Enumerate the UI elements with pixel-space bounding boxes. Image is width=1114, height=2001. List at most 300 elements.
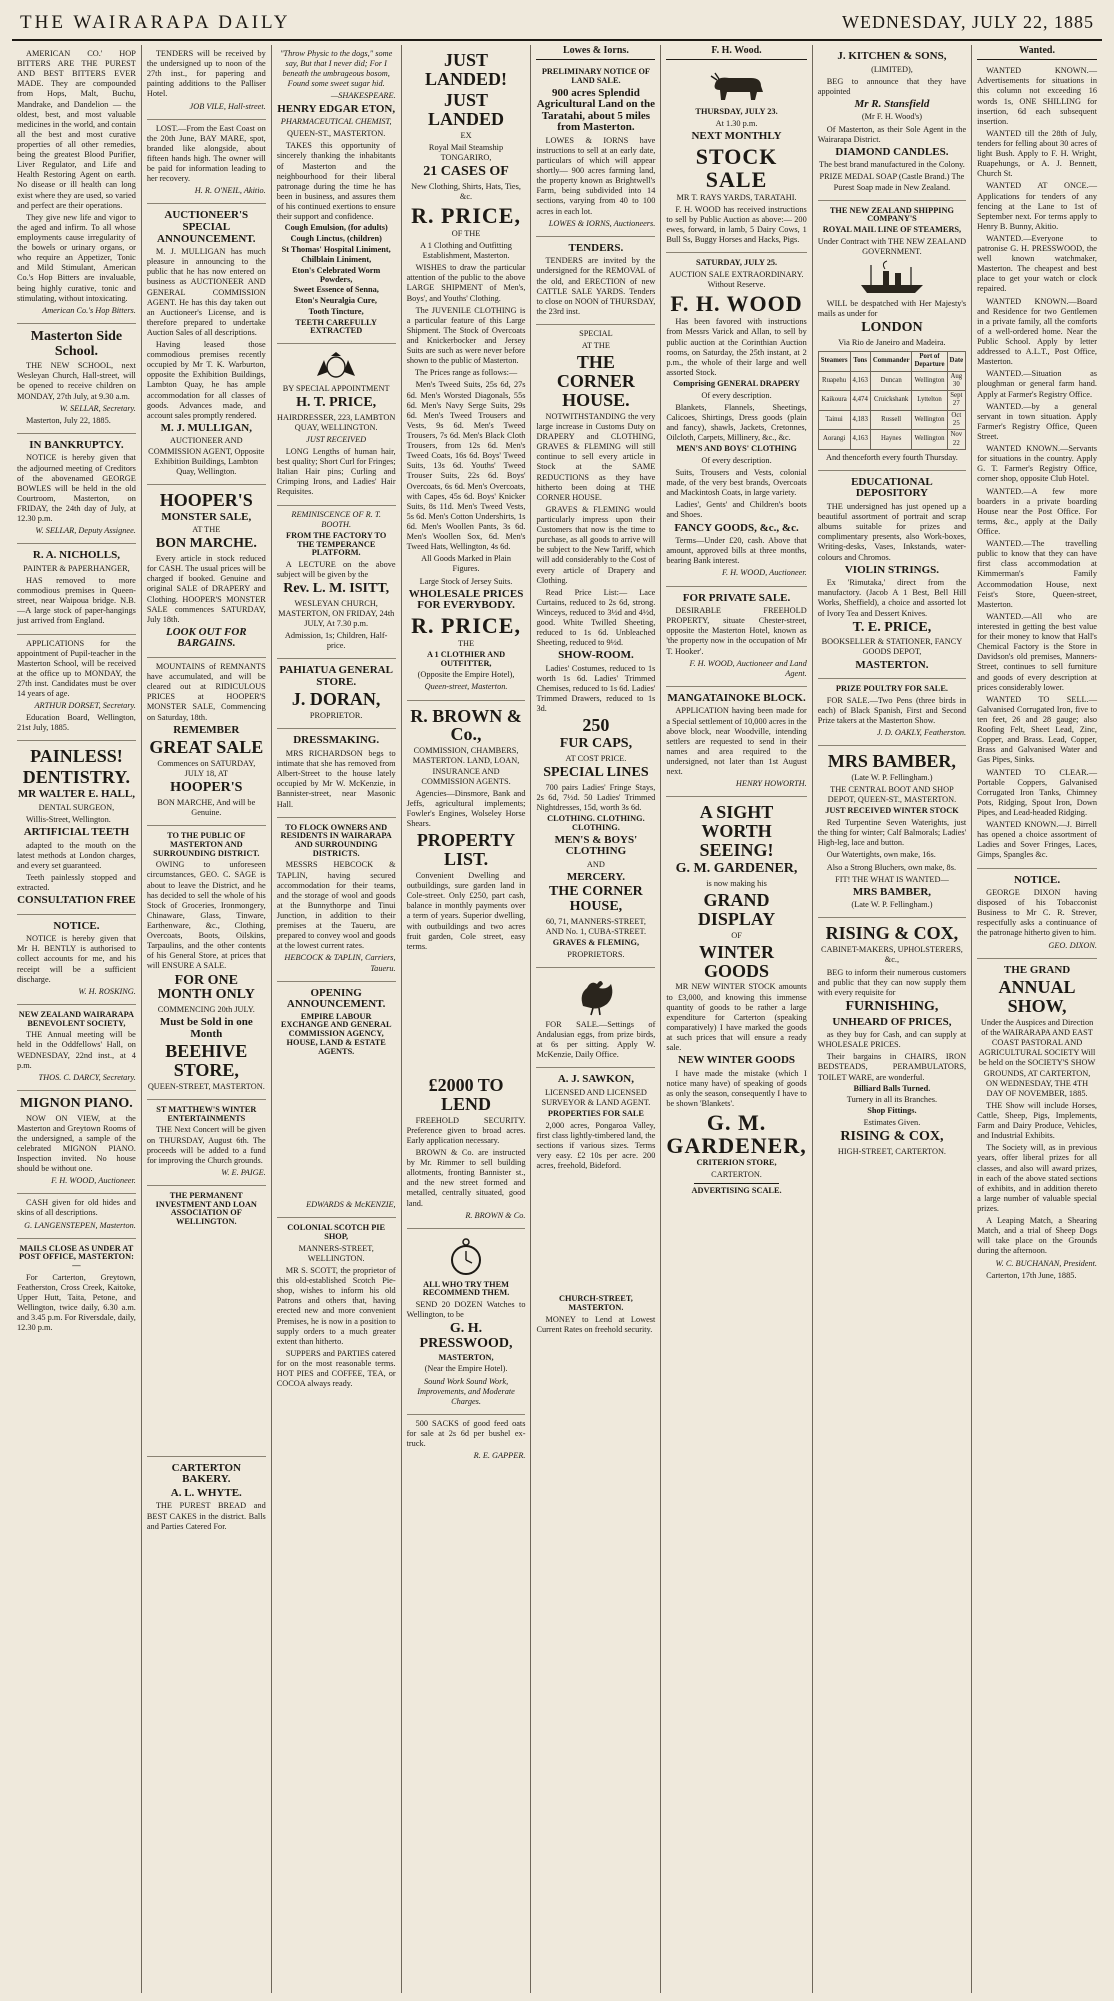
ad-subheading: St Thomas' Hospital Liniment, (281, 244, 391, 254)
ad-mulligan (147, 204, 266, 484)
wanted-item: WANTED KNOWN.—Advertisements for situations in this column not exceeding 16 words 1s, ONE SHILLING for insertion, 6d each subsequent insertion. (977, 66, 1097, 126)
divider (694, 1183, 778, 1184)
ad-subheading: MEN'S AND BOYS' CLOTHING (676, 444, 797, 454)
ad-tenders-palliser (147, 45, 266, 120)
ad-subheading: Must be Sold in one Month (159, 1016, 253, 1040)
ad-text: Ex 'Rimutaka,' direct from the manufactory. (Jacob A 1 Best, Bell Hill Works, Sheffield), a choice and assorted lot of Ivory Tea and Dessert Knives. (817, 578, 967, 618)
ad-subheading: Tooth Tincture, (308, 306, 364, 316)
ad-text: WESLEYAN CHURCH, MASTERTON, ON FRIDAY, 24th JULY, At 7.30 p.m. (278, 598, 395, 629)
ad-heading: THE CORNER HOUSE, (549, 884, 643, 915)
bull-icon (707, 70, 767, 104)
ad-body-filler (536, 1173, 655, 1293)
ad-subheading: JUST RECEIVED (306, 434, 367, 444)
ad-text: Large Stock of Jersey Suits. (419, 576, 513, 586)
ad-hooper-sale (147, 485, 266, 658)
ad-signature: ARTHUR DORSET, Secretary. (34, 701, 136, 711)
wanted-item: WANTED.—A few more boarders in a private boarding House near the Post Office. For terms, &c., apply at the Daily Office. (977, 486, 1097, 536)
ad-signature: F. H. WOOD, Auctioneer. (51, 1176, 136, 1186)
ad-subheading: Billiard Balls Turned. (853, 1083, 931, 1093)
ad-text: (Opposite the Empire Hotel), (417, 670, 515, 680)
wanted-ads (977, 62, 1097, 868)
ad-body-filler (407, 954, 526, 1074)
ad-text: SPECIAL (579, 328, 613, 338)
ad-text: adapted to the mouth on the latest methods at London charges, and every set guaranteed. (17, 840, 136, 870)
ad-heading: F. H. WOOD (670, 291, 803, 317)
ad-subheading: MANNERS-STREET, WELLINGTON. (298, 1243, 374, 1263)
ad-text: PRIZE MEDAL SOAP (Castle Brand.) The Purest Soap made in New Zealand. (819, 172, 965, 192)
ad-text: COMMENCING 20th JULY. (157, 1004, 255, 1014)
ad-signature: —SHAKESPEARE. (330, 91, 396, 101)
ad-subheading: SATURDAY, JULY 25. (695, 258, 778, 268)
ad-text: AUCTION SALE EXTRAORDINARY. Without Reserve. (669, 269, 804, 290)
ad-applications (17, 635, 136, 742)
ad-subheading: EMPIRE LABOUR EXCHANGE AND GENERAL COMMISSION AGENCY, HOUSE, LAND & ESTATE AGENTS. (280, 1011, 392, 1056)
ad-lost-mare (147, 120, 266, 205)
table-row (818, 430, 965, 450)
ad-subheading: 21 CASES OF (423, 163, 509, 179)
ad-text: TENDERS are invited by the undersigned for the REMOVAL of the old, and ERECTION of new CATTLE SALE YARDS. Tenders to close on NOON of THURSDAY, the 23rd inst. (536, 256, 656, 316)
ad-text: All Goods Marked in Plain Figures. (421, 554, 511, 574)
ad-text: BY SPECIAL APPOINTMENT (282, 383, 390, 393)
table-cell: Aug 30 (947, 371, 966, 391)
ad-date: Carterton, 17th June, 1885. (986, 1270, 1077, 1280)
ad-heading: JUST LANDED (428, 89, 505, 129)
ad-text: Admission, 1s; Children, Half-price. (284, 631, 388, 651)
ad-text: THE undersigned has just opened up a beautiful assortment of portrait and scrap albums suitable for prizes and complimentary presents, also Work-boxes, Writing-desks, Vases, Inkstands, water-colours and Chromos. (817, 501, 967, 562)
ad-subheading: UNHEARD OF PRICES, (832, 1015, 952, 1028)
ad-heading: T. E. PRICE, (852, 619, 932, 635)
ad-heading: MAILS CLOSE AS UNDER AT POST OFFICE, MASTERTON:— (18, 1243, 134, 1271)
ad-nicholls (17, 544, 136, 634)
ad-heading: PRIZE POULTRY FOR SALE. (835, 684, 948, 694)
ad-subheading: THE GRAND (1003, 963, 1071, 976)
ad-subheading: DENTAL SURGEON, (38, 802, 115, 812)
ad-wood-auction (666, 253, 806, 586)
ad-nz-shipping (818, 201, 966, 471)
ad-signature: F. H. WOOD, Auctioneer and Land Agent. (689, 658, 807, 678)
ad-signature: LOWES & IORNS, Auctioneers. (548, 218, 656, 228)
ad-date: Masterton, July 22, 1885. (26, 415, 111, 425)
ad-heading: £2000 TO LEND (428, 1074, 504, 1114)
ad-text: OF THE (451, 228, 481, 238)
ad-text: Our Watertights, own make, 16s. (826, 850, 936, 860)
ad-text: Red Turpentine Seven Waterights, just the thing for winter; Calf Balmorals; Ladies' High-leg, lace and button. (817, 818, 967, 848)
ad-text: MR NEW WINTER STOCK amounts to £3,000, and knowing this immense quantity of goods to be rather a large expenditure for Carterton (speaking comparatively) I have marked the goods at such prices that will ensure a ready sale. (666, 982, 807, 1053)
ad-heading: FOR PRIVATE SALE. (682, 591, 791, 604)
ad-subheading: Cough Emulsion, (for adults) (284, 223, 388, 233)
ad-subheading: Eton's Neuralgia Cure, (295, 296, 377, 306)
ad-subheading: Sweet Essence of Senna, (293, 285, 379, 295)
ad-text: OF (731, 930, 742, 940)
ad-signature: G. LANGENSTEPEN, Masterton. (24, 1220, 136, 1230)
ad-hop-bitters (17, 45, 136, 324)
table-cell: Tainui (818, 410, 850, 430)
ad-dentistry (17, 741, 136, 914)
ad-subheading: PROPERTIES FOR SALE (547, 1108, 644, 1118)
ad-subheading: Mr R. Stansfield (854, 97, 930, 110)
ad-subheading: Comprising GENERAL DRAPERY (673, 378, 801, 388)
ad-mangatainoke-block (666, 687, 806, 797)
table-cell: Ruapehu (818, 371, 850, 391)
ad-heading: RISING & COX, (840, 1129, 944, 1145)
ad-text: Men's Tweed Suits, 25s 6d, 27s 6d. Men's Worsted Diagonals, 55s 6d. Men's Navy Serge Suits, 29s 6d. Men's Tweed Trousers and Vests, 9s 6d. Men's Tweed Trousers, 7s 6d. Men's Black Cloth Trousers, from 12s 6d. Men's Tweed Coats, 16s 6d. Boys' Tweed Suits, 13s 6d. Youths' Tweed Trouser Suits, 22s 6d. Boys' Overcoats, 6s 6d. Men's Overcoats, with Capes, 45s 6d. Boys' Knicker Suits, 8s 11d. Men's Tweed Vests, 5s 6d. Men's Cotton Undershirts, 1s 6d. Men's Woollen Pants, 3s 6d. Men's Woollen Sox, 6d. Men's Tweed Hats, Wellington, 4s 6d. (406, 380, 526, 552)
ad-subheading: Rev. L. M. ISITT, (283, 581, 390, 597)
ad-text: DESIRABLE FREEHOLD PROPERTY, situate Chester-street, opposite the Masterton Hotel, known as 'the property now in the occupation of Mr T. Hooker'. (666, 606, 807, 656)
table-cell: 4,474 (850, 391, 870, 411)
ad-text: SEND 20 DOZEN Watches to Wellington, to be (406, 1300, 526, 1320)
ad-text: THE PUREST BREAD and BEST CAKES in the district. Balls and Parties Catered For. (146, 1501, 266, 1531)
ad-corner-house (536, 325, 655, 968)
column-heading: Lowes & Iorns. (536, 45, 655, 60)
ad-text: THE Show will include Horses, Cattle, Sheep, Pigs, Implements, Farm and Dairy Produce, Vehicles, and Industrial Exhibits. (977, 1100, 1097, 1141)
ad-heading: HOOPER'S (159, 489, 253, 510)
ad-empire-labour-exchange (277, 982, 396, 1219)
ad-heading: THE CORNER HOUSE. (556, 352, 635, 410)
royal-arms-icon (314, 352, 358, 380)
column-8 (972, 45, 1102, 1993)
ad-bamber-boots (818, 746, 966, 918)
ad-text: AT THE (192, 525, 221, 535)
column-2 (142, 45, 272, 1993)
ad-text: CARTERTON. (711, 1170, 762, 1180)
ad-heading: G. M. GARDENER, (666, 1110, 807, 1159)
wanted-item: WANTED.—by a general servant in town situation. Apply Farmer's Registry Office, Queen Street. (977, 401, 1097, 442)
ad-heading: MIGNON PIANO. (20, 1095, 133, 1111)
ad-heading: FOR ONE MONTH ONLY (157, 972, 255, 1003)
ad-text: Also a Strong Bluchers, own make, 8s. (826, 862, 957, 872)
table-header: Commander (870, 351, 912, 371)
ad-heading: PAHIATUA GENERAL STORE. (279, 664, 393, 688)
ad-subheading: PAINTER & PAPERHANGER, (23, 563, 130, 573)
ad-text: Willis-Street, Wellington. (26, 814, 111, 824)
table-cell: Cruickshank (870, 391, 912, 411)
ad-signature: W. SELLAR, Deputy Assignee. (35, 526, 136, 536)
ad-subheading: HOOPER'S (170, 780, 243, 796)
ad-text: MESSRS HEBCOCK & TAPLIN, having secured accommodation for their teams, and the storage of wool and goods at the Bunnythorpe and Tinui Junction, in addition to their premises at the Taueru, are prepared to convey wool and goods at the lowest current rates. (276, 860, 396, 951)
ad-subheading: A 1 CLOTHIER AND OUTFITTER, (426, 649, 506, 668)
ad-heading: FURNISHING, (845, 998, 939, 1014)
table-cell: Aorangi (818, 430, 850, 450)
ad-subheading: CABINET-MAKERS, UPHOLSTERERS, &c., (820, 945, 963, 965)
ad-text: Terms—Under £20, cash. Above that amount, approved bills at three months, bearing Bank interest. (666, 536, 807, 566)
table-cell: Haynes (870, 430, 912, 450)
ad-text: OWING to unforeseen circumstances, GEO. C. SAGE is about to leave the District, and he has decided to sell the whole of his Stock of Groceries, Ironmongery, Chinaware, Glass, Tinware, Earthenware, &c., Clothing, Overcoats, Boots, Oilskins, Tarpaulins, and the other contents of his General Store, at prices that will ENSURE A SALE. (146, 860, 266, 971)
ad-side-school (17, 324, 136, 434)
table-row (818, 410, 965, 430)
ad-subheading: FANCY GOODS, &c., &c. (674, 521, 799, 534)
ad-text: Of every description. (701, 390, 772, 400)
wanted-item: WANTED KNOWN.—Servants for situations in the country. Apply G. T. Farmer's Registry Office, corner shop, opposite Club Hotel. (977, 444, 1097, 484)
ad-body-filler (277, 1058, 396, 1198)
ad-text: MOUNTAINS of REMNANTS have accumulated, and will be cleared out at RIDICULOUS PRICES at HOOPER'S MONSTER SALE, Commencing on Saturday, 18th. (146, 662, 266, 722)
ad-heading: ALL WHO TRY THEM RECOMMEND THEM. (422, 1279, 510, 1298)
ad-heading: A. J. SAWKON, (557, 1073, 634, 1086)
ad-signature: HEBCOCK & TAPLIN, Carriers, Taueru. (284, 953, 396, 973)
ad-text: F. H. WOOD has received instructions to sell by Public Auction as above:— 200 ewes, forward, in lamb, 5 Dairy Cows, 1 Bull Ss, Buggy Horses and Hacks, Pigs. (666, 204, 807, 245)
ad-signature: EDWARDS & McKENZIE, (306, 1200, 396, 1210)
ad-sawkon (536, 1068, 655, 1342)
ad-gardener (666, 797, 806, 1203)
issue-date: WEDNESDAY, JULY 22, 1885 (841, 12, 1094, 32)
ad-tenders-yards (536, 237, 655, 325)
wanted-item: WANTED.—The travelling public to know that they can have first class accommodation at Kimmerman's Family Accommodation House, next Feist's Store, Queen-street, Masterton. (977, 539, 1097, 609)
ad-annual-show (977, 959, 1097, 1288)
ad-text: Royal Mail Steamship TONGARIRO, (428, 142, 504, 162)
ad-signature: THOS. C. DARCY, Secretary. (38, 1072, 136, 1082)
ad-text: BEG to announce that they have appointed (817, 76, 967, 96)
ad-subheading: Shop Fittings. (867, 1106, 917, 1116)
wanted-item: WANTED TO CLEAR.—Portable Coppers, Galvanised Corrugated Iron Tanks, Chimney Pots, Ridging, Spout Iron, Down Pipes, and Lead-headed Ridging. (977, 767, 1097, 817)
ad-text: Having leased those commodious premises recently occupied by Mr T. K. Warburton, opposite the Exhibition Buildings, Lambton Quay, he has ample accommodation for all classes of goods. Advances made, and account sales promptly rendered. (146, 340, 266, 420)
column-7 (813, 45, 972, 1993)
ad-wood-stock-sale (666, 62, 806, 253)
ad-text: THE NEW SCHOOL, next Wesleyan Church, Hall-street, will be opened to receive children on MONDAY, 27th July, at 9.30 a.m. (17, 361, 136, 401)
ad-signature: W. C. BUCHANAN, President. (995, 1258, 1097, 1268)
table-header: Tons (850, 351, 870, 371)
ad-text: BROWN & Co. are instructed by Mr. Rimmer to sell building allotments, fronting Bannister st., and the new street formed and metalled, centrally situated, good land. (406, 1147, 526, 1208)
ad-subheading: MONSTER SALE, (161, 510, 252, 523)
ad-dressmaking (277, 729, 396, 817)
ad-text: LOWES & IORNS have instructions to sell at an early date, particulars of which will appear shortly— 900 acres farming land, the property known as Brightwell's Farm, being subdivided into 14 sections, varying from 40 to 100 acres in each lot. (536, 135, 656, 216)
ad-text: AUCTIONEER AND COMMISSION AGENT, Opposite Exhibition Buildings, Lambton Quay, Wellington. (148, 436, 265, 476)
table-row (818, 371, 965, 391)
ad-private-sale (666, 587, 806, 687)
steamship-icon (857, 261, 927, 295)
ad-heading: DIAMOND CANDLES. (835, 145, 949, 158)
ad-text: Agencies—Dinsmore, Bank and Jeffs, agricultural implements; Fowler's Engines, Wolseley Horse Shears. (406, 788, 526, 829)
ad-text: GEORGE DIXON having disposed of his Tobacconist Business to Mr C. R. Strever, respectfully asks a continuance of the patronage hitherto given to him. (977, 888, 1097, 938)
ad-text: 60, 71, MANNERS-STREET, AND No. 1, CUBA-STREET. (545, 916, 647, 936)
table-cell: Nov 22 (947, 430, 966, 450)
ad-subheading: NEW WINTER GOODS (678, 1054, 796, 1067)
ad-text: LONG Lengths of human hair, best quality; Short Curl for Fringes; Italian Hair pins; Curling and Crimping Irons, and Ladies' Hair Requisites. (276, 447, 396, 497)
ad-text: WILL be despatched with Her Majesty's mails as under for (817, 298, 967, 319)
wanted-item: WANTED.—Everyone to patronise G. H. PRESSWOOD, the well known watchmaker, Masterton. The cheapest and best place to get your watch or clock repaired. (977, 233, 1097, 294)
ad-text: And thenceforth every fourth Thursday. (826, 452, 958, 462)
ad-text: APPLICATION having been made for a Special settlement of 10,000 acres in the above block, near Woodville, intending settlers are requested to send in their names and area required to the undersigned, not later than 1st August next. (666, 706, 807, 777)
ad-hebcock-taplin (277, 818, 396, 982)
ad-subheading: CHURCH-STREET, MASTERTON. (558, 1294, 633, 1312)
ad-text: QUEEN-STREET, MASTERTON. (147, 1081, 265, 1091)
table-cell: Kaikoura (818, 391, 850, 411)
ad-heading: NOTICE. (1013, 873, 1061, 886)
ad-subheading: Cough Linctus, (children) (290, 233, 382, 243)
ad-subheading: (Late W. P. Fellingham.) (851, 773, 933, 783)
wanted-item: WANTED AT ONCE.—Applications for tenders of any fencing at the Lane to 1st of September next. For terms apply to Henry B. Bunny, Akitio. (977, 181, 1097, 231)
ad-heading: RISING & COX, (825, 923, 959, 944)
ad-heading: JUST LANDED! (425, 50, 508, 89)
column-heading: F. H. Wood. (666, 45, 806, 60)
ad-text: Suits, Trousers and Vests, colonial made, of the very best brands, Overcoats and Mackintosh Coats, in large variety. (666, 468, 807, 498)
ad-text: is now making his (706, 878, 767, 888)
newspaper-title: THE WAIRARAPA DAILY (20, 12, 291, 33)
ad-text: THE Annual meeting will be held in the Oddfellows' Hall, on WEDNESDAY, 22nd inst., at 4 p.m. (17, 1030, 136, 1070)
ad-subheading: COMMISSION, CHAMBERS, MASTERTON. LAND, LOAN, INSURANCE AND COMMISSION AGENTS. (412, 746, 520, 786)
ad-benevolent (17, 1005, 136, 1091)
ad-text: The best brand manufactured in the Colony. (819, 160, 965, 170)
ad-text: GRAVES & FLEMING would particularly impress upon their Customers that now is the time to purchase, as all goods to arrive will be subject to the New Tariff, which will add considerably to the Cost of every article of Drapery and Clothing. (536, 504, 656, 585)
ad-permanent-investment (147, 1186, 266, 1457)
ad-rising-cox (818, 918, 966, 1164)
ad-text: AT THE (581, 341, 610, 351)
ad-signature: W. H. ROSKING. (78, 986, 136, 996)
ad-subheading: Eton's Celebrated Worm Powders, (292, 266, 381, 284)
ad-heading: CARTERTON BAKERY. (171, 1461, 241, 1486)
ad-signature: F. H. WOOD, Auctioneer. (722, 568, 807, 578)
ad-text: WISHES to draw the particular attention of the public to the above LARGE SHIPMENT of Men's, Boys', and Youths' Clothing. (406, 263, 526, 303)
ad-scotch-pie-shop (277, 1218, 396, 1396)
ad-text: Their bargains in CHAIRS, IRON BEDSTEADS, PERAMBULATORS, TOILET WARE, are wonderful. (817, 1052, 967, 1082)
ad-text: MRS RICHARDSON begs to intimate that she has removed from Albert-Street to the house lately occupied by Mr W. McKenzie, in Bannister-street, near Masonic Hall. (276, 749, 396, 809)
ad-signature: W. SELLAR, Secretary. (59, 403, 136, 413)
ad-beehive-store (147, 826, 266, 1100)
ad-text: (Near the Empire Hotel). (424, 1364, 508, 1374)
ad-signature: R. BROWN & Co. (465, 1210, 526, 1220)
ad-subheading: ADVERTISING SCALE. (691, 1186, 782, 1196)
ad-notice-bently (17, 915, 136, 1005)
ad-heading: MRS BAMBER, (852, 885, 932, 898)
ad-heading: COLONIAL SCOTCH PIE SHOP, (287, 1223, 386, 1242)
ad-subheading: (LIMITED), (871, 64, 913, 74)
ad-text: Sound Work Sound Work, Improvements, and Moderate Charges. (417, 1376, 515, 1406)
ad-subheading: BON MARCHE. (155, 536, 257, 552)
ad-text: TENDERS will be received by the undersigned up to noon of the 27th inst., for papering and painting additions to the Palliser Hotel. (146, 49, 266, 99)
ad-heading: R. PRICE, (411, 202, 521, 228)
ad-heading: BEEHIVE STORE, (165, 1041, 248, 1080)
ad-heading: ANNUAL SHOW, (998, 977, 1076, 1017)
ad-subheading: MASTERTON. (855, 658, 929, 671)
ad-text: AT COST PRICE. (565, 754, 627, 764)
table-cell: Russell (870, 410, 912, 430)
ad-heading: THE NEW ZEALAND SHIPPING COMPANY'S (829, 205, 954, 224)
ad-subheading: CRITERION STORE, (696, 1158, 777, 1168)
table-cell: 4,183 (850, 410, 870, 430)
ad-signature: M. J. MULLIGAN, (160, 421, 252, 434)
ad-heading: GREAT SALE (149, 737, 264, 758)
ad-subheading: NEXT MONTHLY (691, 130, 782, 142)
ad-signature: H. R. O'NEIL, Akitio. (194, 186, 266, 196)
ad-heading: R. BROWN & Co., (410, 705, 522, 745)
ad-heading: 250 (582, 715, 610, 736)
ad-text: Under Contract with THE NEW ZEALAND GOVERNMENT. (817, 236, 967, 256)
wanted-item: WANTED KNOWN.—Board and Residence for two Gentlemen in a private family, all the comforts of a well-ordered home. Near the Public School. Apply by letter addressed to A.L.T., Post Office, Masterton. (977, 296, 1097, 367)
table-header: Port of Departure (912, 351, 947, 371)
ad-text: FREEHOLD SECURITY. Preference given to broad acres. Early application necessary. (406, 1115, 526, 1145)
ad-heading: G. H. PRESSWOOD, (419, 1321, 513, 1352)
ad-text: "Throw Physic to the dogs," some say, But that I never did; For I beneath the umbrageous bosom, Found some sweet sugar hid. (280, 49, 393, 89)
ad-text: MONEY to Lend at Lowest Current Rates on freehold security. (536, 1314, 656, 1334)
ad-heading: R. A. NICHOLLS, (32, 549, 120, 562)
ad-text: 700 pairs Ladies' Fringe Stays, 2s 6d, 7½d. 50 Ladies' Trimmed Nightdresses, 15d, worth 3s 6d. (536, 782, 656, 813)
ad-heading: OPENING ANNOUNCEMENT. (286, 986, 386, 1011)
ad-heading: FROM THE FACTORY TO THE TEMPERANCE PLATFORM. (286, 530, 387, 558)
ad-text: A Leaping Match, a Shearing Match, and a trial of Sheep Dogs will take place on the Grounds during the afternoon. (977, 1216, 1097, 1256)
table-cell: 4,163 (850, 371, 870, 391)
ad-heading: STOCK SALE (695, 143, 778, 192)
ad-hairdresser-price (277, 344, 396, 506)
ad-text: MR T. RAYS YARDS, TARATAHI. (676, 192, 797, 202)
ad-text: New Clothing, Shirts, Hats, Ties, &c. (411, 181, 521, 201)
column-3 (272, 45, 402, 1993)
ad-signature: GRAVES & FLEMING, (552, 937, 640, 947)
ad-lowes-iorns (536, 62, 655, 237)
table-cell: Wellington (912, 430, 947, 450)
ad-text: At 1.30 p.m. (715, 118, 758, 128)
ad-text: Convenient Dwelling and outbuildings, sure garden land in Cole-street. Only £250, part cash, balance in monthly payments over a term of years. Superior dwelling, with outbuildings and two acres fruit garden, Cole street, easy terms. (406, 870, 526, 951)
ad-subheading: LICENSED AND LICENSED SURVEYOR & LAND AGENT. (541, 1087, 651, 1107)
ad-signature: W. E. PAIGE. (221, 1167, 266, 1177)
ad-bankruptcy (17, 434, 136, 544)
ad-signature: J. D. OAKLY, Featherston. (876, 728, 967, 738)
ad-text: CASH given for old hides and skins of all descriptions. (17, 1198, 136, 1218)
ad-text: The Prices range as follows:— (414, 368, 518, 378)
table-cell: Duncan (870, 371, 912, 391)
ad-text: HIGH-STREET, CARTERTON. (837, 1146, 947, 1156)
ad-heading: THE PERMANENT INVESTMENT AND LOAN ASSOCIATION OF WELLINGTON. (155, 1190, 257, 1227)
ad-heading: NEW ZEALAND WAIRARAPA BENEVOLENT SOCIETY, (18, 1009, 135, 1028)
ad-text: NOTICE is hereby given that the adjourned meeting of Creditors of the abovenamed GEORGE BOWLES will be held in the old Courtroom, Masterton, on FRIDAY, the 24th day of July, at 12.30 p.m. (17, 453, 136, 524)
wanted-item: WANTED KNOWN.—J. Birrell has opened a choice assortment of Ladies and Sover Fringes, Laces, Gimps, Spangles &c. (977, 820, 1097, 860)
ad-heading: R. PRICE, (411, 612, 521, 638)
ad-text: THE CENTRAL BOOT AND SHOP DEPOT, QUEEN-ST., MASTERTON. (827, 785, 957, 805)
ad-heading: PAINLESS! (30, 746, 123, 767)
ad-text: Estimates Given. (863, 1118, 921, 1128)
ad-text: APPLICATIONS for the appointment of Pupil-teacher in the Masterton School, will be received at the office up to MONDAY, the 27th inst. Candidates must be over 14 years of age. (17, 638, 136, 699)
ad-subheading: CLOTHING. CLOTHING. CLOTHING. (547, 814, 645, 832)
ad-text: Via Rio de Janeiro and Madeira. (838, 337, 946, 347)
ad-heading: J. KITCHEN & SONS, (837, 50, 947, 62)
ad-subheading: THURSDAY, JULY 23. (695, 107, 778, 117)
table-cell: Lyttelton (912, 391, 947, 411)
ad-text: Turnery in all its Branches. (846, 1095, 938, 1105)
ad-subheading: HAIRDRESSER, 223, LAMBTON QUAY, WELLINGTON. (277, 412, 396, 432)
ad-heading: MRS BAMBER, (827, 751, 956, 772)
ad-heading: MANGATAINOKE BLOCK. (667, 691, 806, 704)
ad-subheading: MR WALTER E. HALL, (17, 788, 135, 801)
ad-heading: G. M. GARDENER, (675, 860, 798, 876)
wanted-item: WANTED till the 28th of July, tenders for felling about 30 acres of light Bush. Apply to F. H. Wright, Ruapehungs, or A. J. Bennett, Church St. (977, 128, 1097, 179)
ad-subheading: BOOKSELLER & STATIONER, FANCY GOODS DEPOT, (821, 637, 963, 657)
ad-carterton-bakery (147, 1457, 266, 1539)
ad-text: AMERICAN CO.' HOP BITTERS ARE THE PUREST AND BEST BITTERS EVER MADE. They are compounded from Hops, Malt, Buchu, Mandrake, and Dandelion — the oldest, best, and most valuable medicines in the world, and contain all the best and most curative properties of all other remedies, being the greatest Blood Purifier, Liver Regulator, and Life and Health Restoring Agent on earth. No disease or ill health can long exist where they are used, so varied and perfect are their operations. (17, 49, 136, 210)
ad-subheading: MERCERY. (566, 870, 625, 883)
ad-signature: R. E. GAPPER. (473, 1451, 526, 1461)
ad-heading: TO THE PUBLIC OF MASTERTON AND SURROUNDING DISTRICT. (153, 831, 260, 858)
ad-text: (Mr F. H. Wood's) (861, 112, 923, 122)
rooster-icon (573, 976, 619, 1016)
ad-subheading: WHOLESALE PRICES FOR EVERYBODY. (408, 587, 524, 612)
ad-text: BON MARCHE, And will be Genuine. (157, 798, 256, 818)
ad-subheading: REMINISCENCE OF R. T. BOOTH. (291, 509, 381, 529)
ad-text: Blankets, Flannels, Sheetings, Calicoes, Shirtings, Dress goods (plain and fancy), shawls, Jackets, Cretonnes, Oilcloth, Carpets, Millinery, &c., &c. (666, 402, 807, 443)
ad-text: QUEEN-ST., MASTERTON. (287, 129, 386, 139)
ad-text: TAKES this opportunity of sincerely thanking the inhabitants of Masterton and the neighbourhood for their liberal patronage during the time he has been in business, and assures them of his continued exertions to ensure their support and confidence. (276, 141, 396, 222)
ad-text: FOR SALE.—Settings of Andalusian eggs, from prize birds, at 6s per sitting. Apply W. McKenzie, Daily Office. (536, 1019, 656, 1060)
ad-heading: LONDON (861, 320, 923, 336)
ad-signature: HENRY HOWORTH. (735, 779, 807, 789)
pocket-watch-icon (449, 1237, 483, 1277)
ad-subheading: PROPRIETOR. (309, 711, 363, 721)
ad-text: The JUVENILE CLOTHING is a particular feature of this Large Shipment. The Stock of Overcoats and Knickerbocker and Jersey Suits are such as were never before shown to the public of Masterton. (406, 305, 526, 366)
ad-heading: PROPERTY LIST. (416, 830, 516, 870)
ad-text: Teeth painlessly stopped and extracted. (17, 872, 136, 893)
table-cell: Wellington (912, 410, 947, 430)
ad-heading: HENRY EDGAR ETON, (277, 102, 396, 115)
ad-text: MR S. SCOTT, the proprietor of this old-established Scotch Pie-shop, wishes to inform his old Patrons and others that, having erected new and more convenient Premises, he is now in a position to supply orders to a much greater extent than hitherto. (276, 1266, 396, 1346)
ad-text: SUPPERS and PARTIES catered for on the most reasonable terms. HOT PIES and COFFEE, TEA, or COCOA always ready. (276, 1348, 396, 1389)
wanted-item: WANTED.—Situation as ploughman or general farm hand. Apply at Farmer's Registry Office. (977, 369, 1097, 399)
ad-heading: J. DORAN, (291, 689, 381, 710)
